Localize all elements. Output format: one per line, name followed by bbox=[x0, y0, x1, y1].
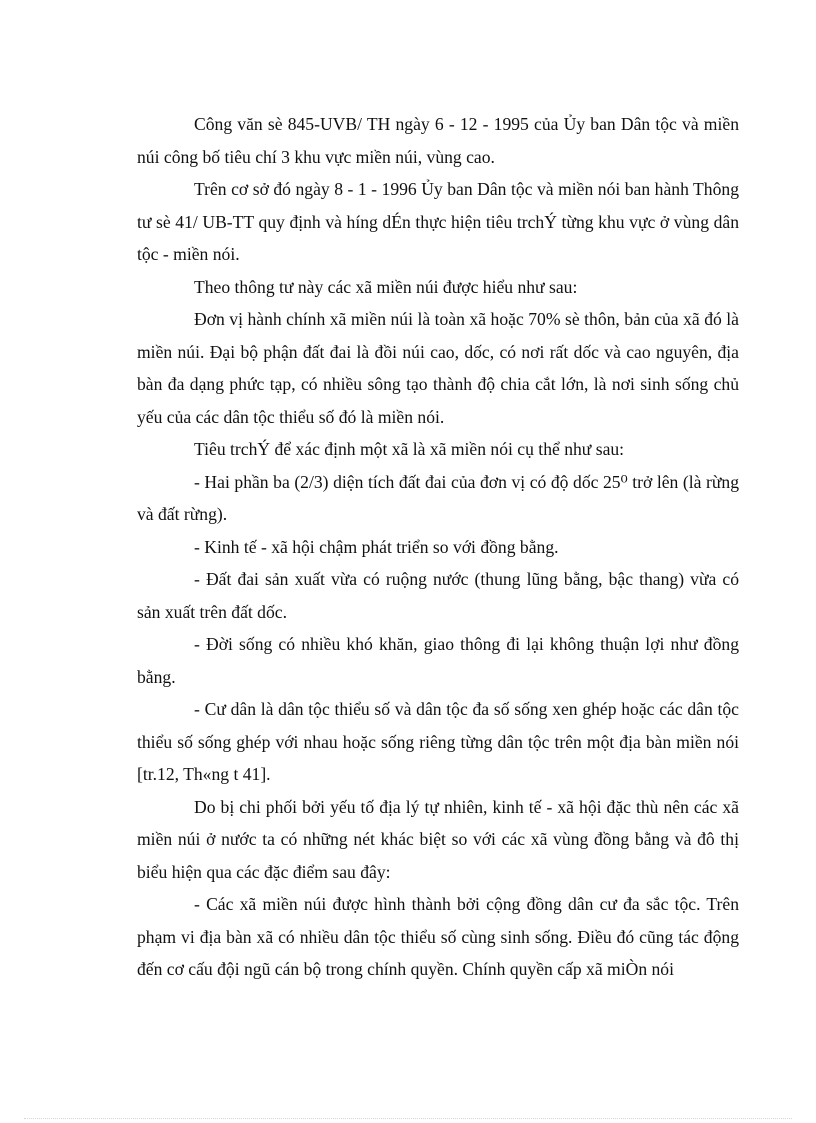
paragraph: - Đất đai sản xuất vừa có ruộng nước (thung lũng bằng, bậc thang) vừa có sản xuất trên đất dốc. bbox=[137, 569, 739, 622]
paragraph: - Đời sống có nhiều khó khăn, giao thông đi lại không thuận lợi như đồng bằng. bbox=[137, 634, 739, 687]
paragraph: - Các xã miền núi được hình thành bởi cộng đồng dân cư đa sắc tộc. Trên phạm vi địa bàn xã có nhiều dân tộc thiểu số cùng sinh sống. Điều đó cũng tác động đến cơ cấu đội ngũ cán bộ trong chính quyền. Chính quyền cấp xã miÒn nói bbox=[137, 894, 739, 979]
paragraph: - Kinh tế - xã hội chậm phát triển so với đồng bằng. bbox=[194, 536, 559, 557]
document-body bbox=[137, 108, 739, 986]
paragraph: Theo thông tư này các xã miền núi được hiểu như sau: bbox=[194, 276, 578, 297]
paragraph: Tiêu trchÝ để xác định một xã là xã miền nói cụ thể như sau: bbox=[194, 439, 625, 459]
page-bottom-divider bbox=[24, 1118, 792, 1119]
paragraph: Do bị chi phối bởi yếu tố địa lý tự nhiên, kinh tế - xã hội đặc thù nên các xã miền núi ở nước ta có những nét khác biệt so với các xã vùng đồng bằng và đô thị biểu hiện qua các đặc điểm sau đây: bbox=[137, 796, 739, 882]
paragraph: - Hai phần ba (2/3) diện tích đất đai của đơn vị có độ dốc 25⁰ trở lên (là rừng và đất rừng). bbox=[137, 471, 739, 524]
paragraph: - Cư dân là dân tộc thiểu số và dân tộc đa số sống xen ghép hoặc các dân tộc thiểu số sống ghép với nhau hoặc sống riêng từng dân tộc trên một địa bàn miền nói [tr.12, Th«ng t 41]. bbox=[137, 699, 739, 784]
paragraph: Công văn sè 845-UVB/ TH ngày 6 - 12 - 1995 của Ủy ban Dân tộc và miền núi công bố tiêu chí 3 khu vực miền núi, vùng cao. bbox=[137, 114, 739, 167]
paragraph: Trên cơ sở đó ngày 8 - 1 - 1996 Ủy ban Dân tộc và miền nói ban hành Thông tư sè 41/ UB-TT quy định và híng dÉn thực hiện tiêu trchÝ từng khu vực ở vùng dân tộc - miền nói. bbox=[137, 179, 739, 264]
paragraph: Đơn vị hành chính xã miền núi là toàn xã hoặc 70% sè thôn, bản của xã đó là miền núi. Đại bộ phận đất đai là đồi núi cao, dốc, có nơi rất dốc và cao nguyên, địa bàn đa dạng phức tạp, có nhiều sông tạo thành độ chia cắt lớn, là nơi sinh sống chủ yếu của các dân tộc thiểu số đó là miền nói. bbox=[137, 309, 739, 427]
